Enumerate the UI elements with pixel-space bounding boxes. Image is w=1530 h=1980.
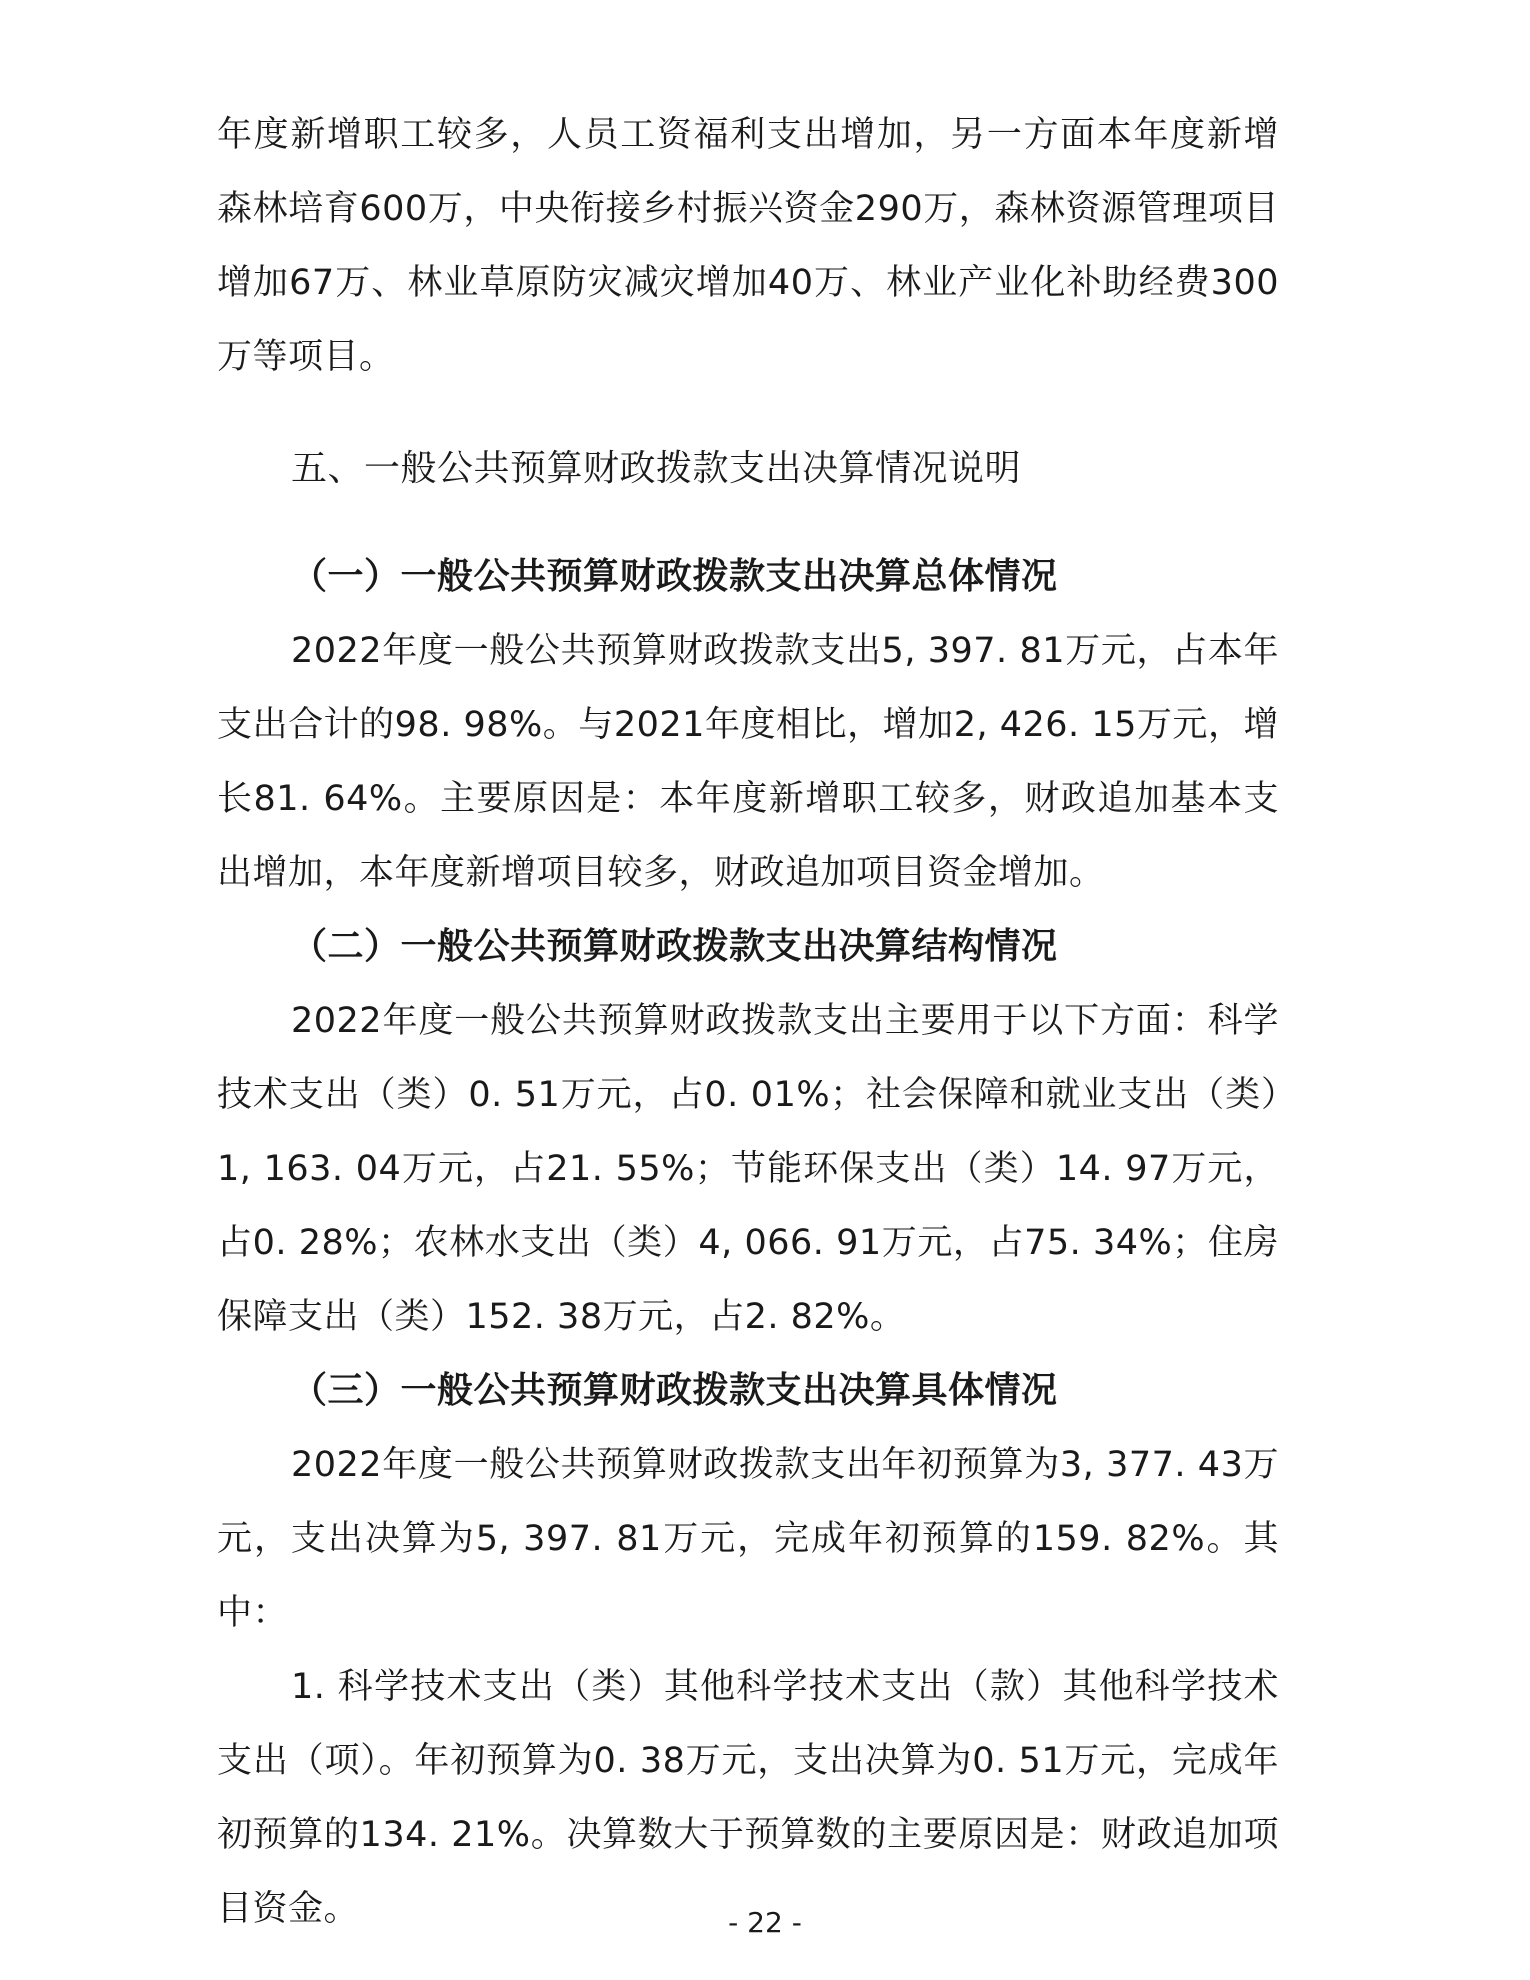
document-body [217, 98, 1279, 1946]
subsection-body-2: 2022年度一般公共预算财政拨款支出主要用于以下方面：科学技术支出（类）0. 51万元，占0. 01%；社会保障和就业支出（类）1, 163. 04万元，占21. 55%；节能环保支出（类）14. 97万元，占0. 28%；农林水支出（类）4, 066. 91万元，占75. 34%；住房保障支出（类）152. 38万元，占2. 82%。 [217, 1001, 1279, 1337]
section-title: 五、一般公共预算财政拨款支出决算情况说明 [291, 448, 1022, 489]
subsection-title-2: （二）一般公共预算财政拨款支出决算结构情况 [291, 926, 1058, 967]
subsection-title-3: （三）一般公共预算财政拨款支出决算具体情况 [291, 1370, 1058, 1411]
page-number: - 22 - [728, 1906, 802, 1939]
subsection-title-1: （一）一般公共预算财政拨款支出决算总体情况 [291, 556, 1058, 597]
subsection-body-1: 2022年度一般公共预算财政拨款支出5, 397. 81万元，占本年支出合计的98. 98%。与2021年度相比，增加2, 426. 15万元，增长81. 64%。主要原因是：本年度新增职工较多，财政追加基本支出增加，本年度新增项目较多，财政追加项目资金增加。 [217, 631, 1279, 893]
subsection-body-3: 2022年度一般公共预算财政拨款支出年初预算为3, 377. 43万元，支出决算为5, 397. 81万元，完成年初预算的159. 82%。其中： [217, 1445, 1279, 1633]
list-item-1: 1. 科学技术支出（类）其他科学技术支出（款）其他科学技术支出（项）。年初预算为0. 38万元，支出决算为0. 51万元，完成年初预算的134. 21%。决算数大于预算数的主要原因是：财政追加项目资金。 [217, 1667, 1279, 1929]
paragraph-continued: 年度新增职工较多，人员工资福利支出增加，另一方面本年度新增森林培育600万，中央衔接乡村振兴资金290万，森林资源管理项目增加67万、林业草原防灾减灾增加40万、林业产业化补助经费300万等项目。 [217, 115, 1279, 377]
